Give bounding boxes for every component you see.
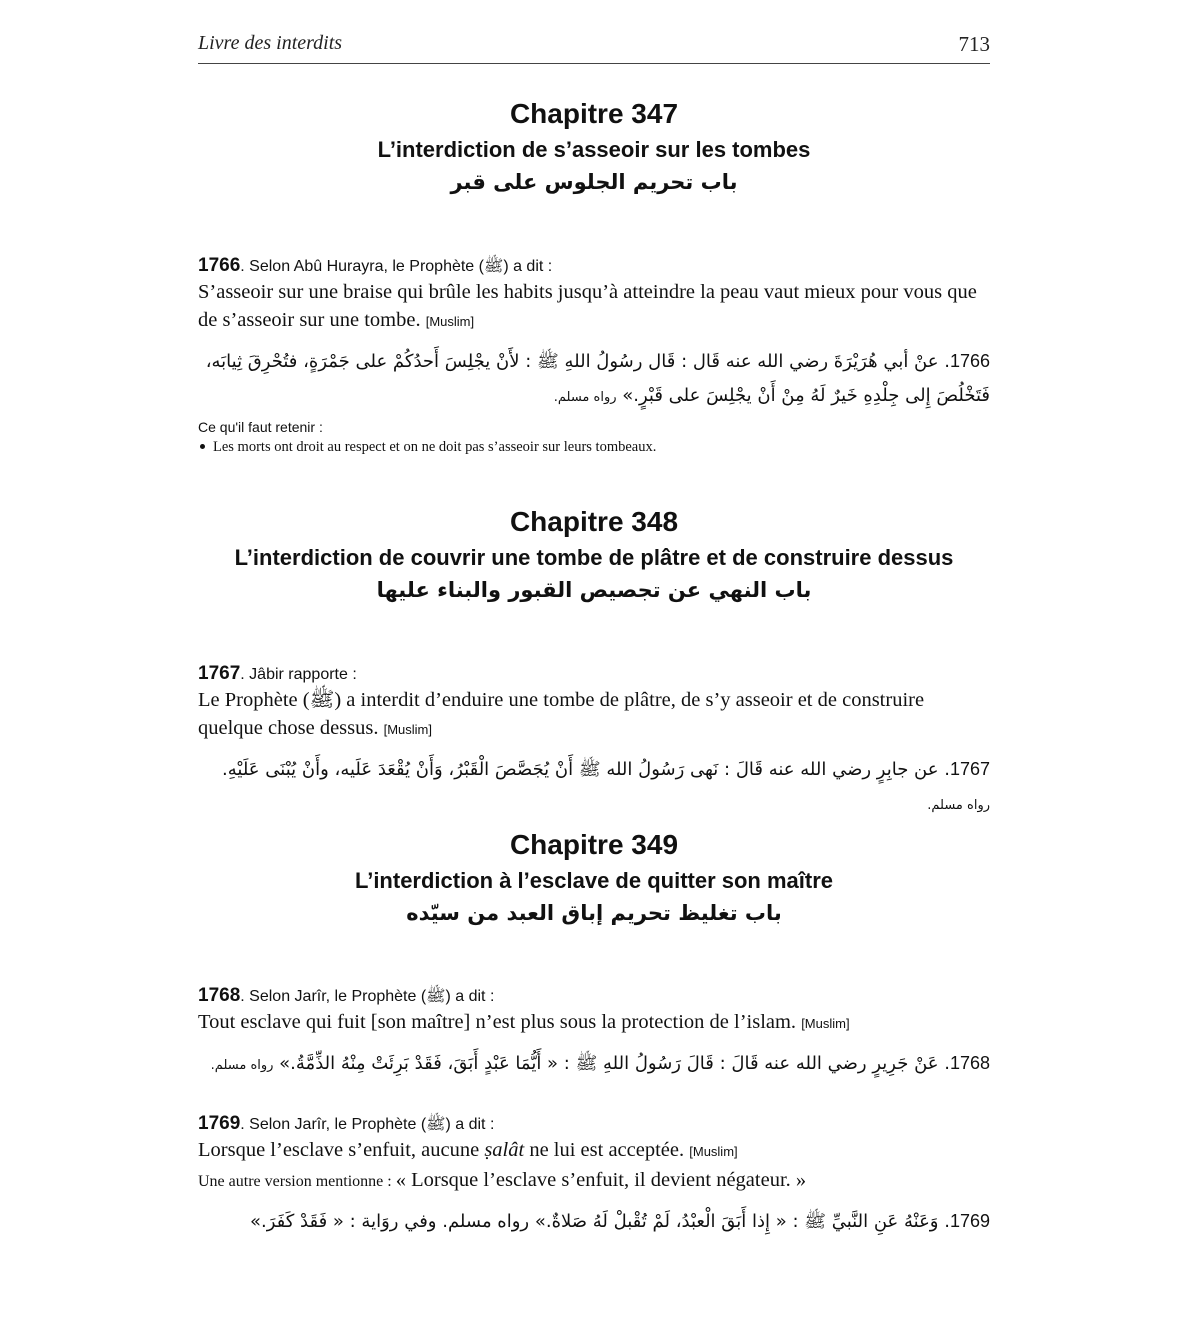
hadith-arabic xyxy=(198,344,990,415)
arabic-number: 1767 xyxy=(949,759,990,779)
hadith-source: [Muslim] xyxy=(689,1144,738,1159)
hadith-1767 xyxy=(198,663,990,823)
hadith-translation-part: Lorsque l’esclave s’enfuit, aucune xyxy=(198,1139,485,1161)
hadith-translation: S’asseoir sur une braise qui brûle les habits jusqu’à atteindre la peau vaut mieux pour vous que de s’asseoir sur une tombe. xyxy=(198,281,977,331)
hadith-translation: Le Prophète (ﷺ) a interdit d’enduire une tombe de plâtre, de s’y asseoir et de construire quelque chose dessus. xyxy=(198,689,925,739)
hadith-variant xyxy=(198,1166,990,1196)
hadith-intro: . Selon Abû Hurayra, le Prophète (ﷺ) a dit : xyxy=(240,258,553,275)
arabic-number: 1768 xyxy=(949,1053,990,1073)
hadith-number: 1766 xyxy=(198,255,241,276)
hadith-intro: . Selon Jarîr, le Prophète (ﷺ) a dit : xyxy=(240,988,495,1005)
chapter-title-arabic: باب تغليظ تحريم إباق العبد من سيّده xyxy=(406,901,782,925)
arabic-text: . عن جابِرٍ رضي الله عنه قَالَ : نَهى رَسُولُ الله ﷺ أَنْ يُجَصَّصَ الْقَبْرُ، وَأَنْ يُقْعَدَ عَلَيه، وأَنْ يُبْنَى عَلَيْهِ. xyxy=(222,759,950,780)
hadith-header xyxy=(198,1113,990,1136)
hadith-number: 1767 xyxy=(198,663,241,684)
running-head xyxy=(198,30,990,62)
arabic-source: رواه مسلم. xyxy=(553,390,617,405)
page-number: 713 xyxy=(958,32,990,56)
hadith-translation: Tout esclave qui fuit [son maître] n’est plus sous la protection de l’islam. xyxy=(198,1011,797,1033)
hadith-text xyxy=(198,1136,990,1166)
bullet-icon xyxy=(200,444,205,449)
chapter-title-arabic: باب تحريم الجلوس على قبر xyxy=(450,170,738,194)
hadith-1768 xyxy=(198,985,990,1083)
arabic-source: رواه مسلم. xyxy=(210,1058,274,1073)
arabic-number: 1766 xyxy=(949,351,990,371)
variant-text: « Lorsque l’esclave s’enfuit, il devient négateur. » xyxy=(395,1169,807,1191)
variant-intro: Une autre version mentionne : xyxy=(198,1173,396,1190)
hadith-text xyxy=(198,278,990,336)
retain-label: Ce qu'il faut retenir : xyxy=(198,419,323,435)
arabic-text: . عنْ أبي هُرَيْرَةَ رضي الله عنه قَال : قَال رسُولُ اللهِ ﷺ : لأَنْ يجْلِسَ أَحدُكُمْ على جَمْرَةٍ، فتُحْرِقَ ثِيابَه، فَتَخْلُصَ إِلى جِلْدِهِ خَيرٌ لَهُ مِنْ أَنْ يجْلِسَ على قَبْرٍ.» xyxy=(205,351,990,406)
hadith-intro: . Jâbir rapporte : xyxy=(240,666,357,683)
chapter-number: Chapitre 348 xyxy=(509,506,679,537)
arabic-number: 1769 xyxy=(949,1211,990,1231)
chapter-347-heading xyxy=(198,97,990,197)
retain-item xyxy=(198,437,990,457)
hadith-header xyxy=(198,255,990,278)
hadith-number: 1769 xyxy=(198,1113,241,1134)
arabic-source: رواه مسلم. xyxy=(927,798,990,813)
arabic-text: . وَعَنْهُ عَنِ النَّبيِّ ﷺ : « إِذا أَبَقَ الْعبْدُ، لَمْ تُقْبلْ لَهُ صَلاةٌ.» رواه مسلم. وفي روَاية : « فَقَدْ كَفَرَ.» xyxy=(249,1211,950,1232)
hadith-number: 1768 xyxy=(198,985,241,1006)
hadith-text xyxy=(198,1008,990,1038)
hadith-text xyxy=(198,686,990,744)
hadith-arabic xyxy=(198,1046,990,1083)
hadith-1769 xyxy=(198,1113,990,1239)
chapter-title: L’interdiction à l’esclave de quitter son maître xyxy=(354,868,834,893)
header-rule xyxy=(198,63,990,64)
hadith-source: [Muslim] xyxy=(425,314,475,329)
chapter-349-heading xyxy=(198,828,990,928)
hadith-1766 xyxy=(198,255,990,457)
hadith-translation-part: ne lui est acceptée. xyxy=(524,1139,685,1161)
chapter-348-heading xyxy=(198,505,990,605)
running-head-title: Livre des interdits xyxy=(198,32,343,54)
hadith-arabic xyxy=(198,752,990,823)
hadith-header xyxy=(198,985,990,1008)
hadith-arabic xyxy=(198,1204,990,1239)
chapter-title-arabic: باب النهي عن تجصيص القبور والبناء عليها xyxy=(376,578,812,602)
retain-item-text: Les morts ont droit au respect et on ne doit pas s’asseoir sur leurs tombeaux. xyxy=(213,439,657,455)
chapter-number: Chapitre 349 xyxy=(509,829,679,860)
chapter-title: L’interdiction de couvrir une tombe de plâtre et de construire dessus xyxy=(234,545,954,570)
chapter-number: Chapitre 347 xyxy=(509,98,679,129)
hadith-source: [Muslim] xyxy=(383,722,432,737)
hadith-header xyxy=(198,663,990,686)
hadith-source: [Muslim] xyxy=(801,1016,850,1031)
chapter-title: L’interdiction de s’asseoir sur les tombes xyxy=(377,137,811,162)
hadith-intro: . Selon Jarîr, le Prophète (ﷺ) a dit : xyxy=(240,1116,495,1133)
arabic-text: . عَنْ جَرِيرٍ رضي الله عنه قَالَ : قَالَ رَسُولُ اللهِ ﷺ : « أَيُّمَا عَبْدٍ أَبَقَ، فَقَدْ بَرِئَتْ مِنْهُ الذِّمَّةُ.» xyxy=(279,1053,950,1074)
hadith-translation-italic: ṣalât xyxy=(484,1139,525,1161)
